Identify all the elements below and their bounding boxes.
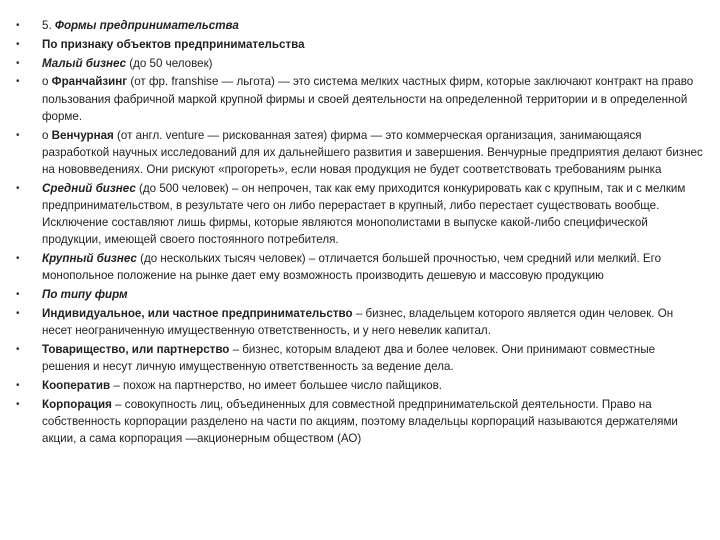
item-term: Крупный бизнес bbox=[42, 252, 137, 266]
item-term: Венчурная bbox=[51, 128, 114, 142]
item-term: Кооператив bbox=[42, 379, 111, 392]
list-item bbox=[16, 286, 706, 303]
bullet-icon: • bbox=[16, 398, 20, 410]
item-text: (до 50 человек) bbox=[126, 56, 213, 70]
item-text: – бизнес, владельцем которого является один человек. Он несет неограниченную имущественную ответственность, и у него невелик капитал. bbox=[42, 307, 674, 338]
item-term: Малый бизнес bbox=[42, 56, 127, 70]
item-text: – похож на партнерство, но имеет большее число пайщиков. bbox=[110, 379, 442, 392]
bullet-icon: • bbox=[16, 380, 20, 391]
bullet-icon: • bbox=[16, 57, 20, 69]
item-text: (от англ. venture — рискованная затея) фирма — это коммерческая организация, занимающаяся разработкой научных исследований для их дальнейшего развития и завершения. Венчурные предприятия делают бизнес на нововведениях. Они рискуют «прогореть», если новая продукция не будет соответствовать требованиям рынка bbox=[42, 128, 703, 176]
bullet-icon: • bbox=[16, 38, 20, 50]
item-term: По признаку объектов предпринимательства bbox=[42, 37, 305, 51]
item-text: – бизнес, которым владеют два и более человек. Они принимают совместные решения и несут личную имущественную ответственность за ведение дела. bbox=[42, 343, 656, 374]
bullet-list bbox=[16, 17, 706, 449]
item-text: (от фр. franshise — льгота) — это система мелких частных фирм, которые заключают контракт на право пользования фабричной маркой крупной фирмы и своей деятельности на определенной территории и в определенной форме. bbox=[42, 75, 694, 123]
list-item bbox=[16, 396, 706, 448]
item-term: Средний бизнес bbox=[42, 181, 136, 195]
item-text: 5. bbox=[42, 19, 55, 32]
bullet-icon: • bbox=[16, 20, 20, 31]
list-item bbox=[16, 305, 706, 339]
item-term: Франчайзинг bbox=[51, 75, 128, 89]
bullet-icon: • bbox=[16, 344, 20, 355]
list-item bbox=[16, 341, 706, 375]
list-item bbox=[16, 250, 706, 284]
item-text: – совокупность лиц, объединенных для совместной предпринимательской деятельности. Право на собственность корпорации разделено на части по акциям, поэтому владельцы корпораций называются держателями акции, а сама корпорация —акционерным обществом (АО) bbox=[42, 397, 678, 446]
item-text: o bbox=[42, 128, 52, 142]
item-term: Формы предпринимательства bbox=[54, 19, 239, 32]
bullet-icon: • bbox=[16, 76, 20, 88]
list-item bbox=[16, 180, 706, 249]
item-term: По типу фирм bbox=[42, 288, 128, 302]
bullet-icon: • bbox=[16, 289, 20, 301]
item-text: o bbox=[42, 75, 52, 89]
bullet-icon: • bbox=[16, 253, 20, 265]
item-text: (до 500 человек) – он непрочен, так как ему приходится конкурировать как с крупным, так и с мелким предпринимательством, в результате чего он либо перерастает в крупный, либо перестает существовать вообще. Исключение составляют лишь фирмы, которые являются монополистами в выпуске какой-либо специфической продукции, имеющей своего постоянного потребителя. bbox=[42, 181, 686, 247]
bullet-icon: • bbox=[16, 182, 20, 194]
item-term: Индивидуальное, или частное предпринимательство bbox=[42, 307, 353, 320]
list-item bbox=[16, 127, 706, 179]
list-item bbox=[16, 17, 706, 34]
bullet-icon: • bbox=[16, 129, 20, 141]
list-item bbox=[16, 377, 706, 394]
item-term: Корпорация bbox=[42, 397, 112, 411]
item-text: (до нескольких тысяч человек) – отличается большей прочностью, чем средний или мелкий. Его монопольное положение на рынке дает ему возможность производить дешевую и массовую продукцию bbox=[42, 252, 662, 283]
list-item bbox=[16, 73, 706, 125]
list-item bbox=[16, 36, 706, 53]
bullet-icon: • bbox=[16, 308, 20, 319]
list-item bbox=[16, 55, 706, 72]
item-term: Товарищество, или партнерство bbox=[42, 343, 230, 356]
